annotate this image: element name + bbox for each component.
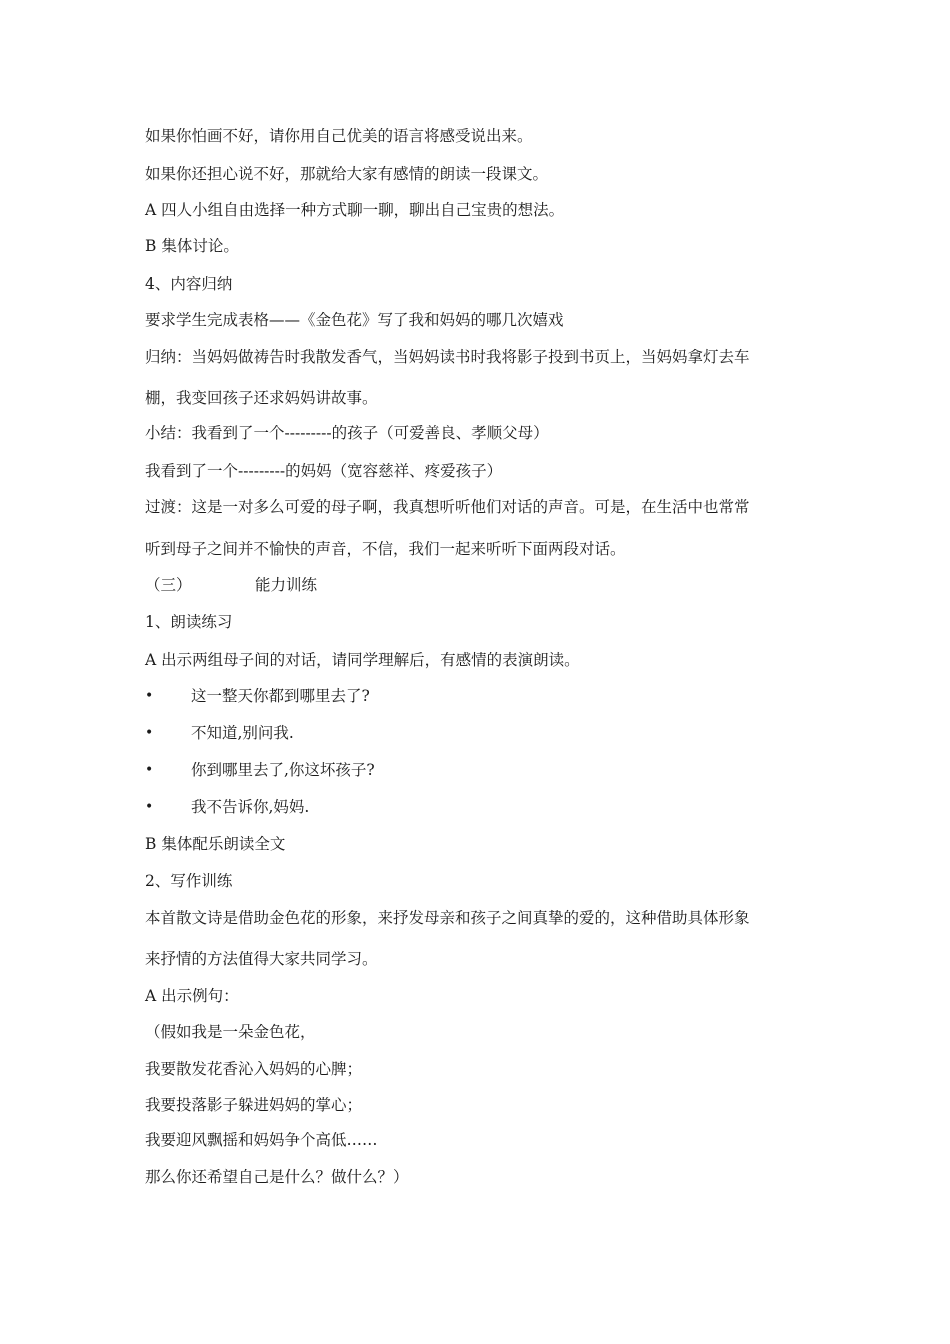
paragraph: B 集体配乐朗读全文 <box>145 835 286 853</box>
example-line: 我要迎风飘摇和妈妈争个高低…… <box>145 1131 378 1149</box>
paragraph: 过渡：这是一对多么可爱的母子啊，我真想听听他们对话的声音。可是，在生活中也常常 <box>145 498 750 516</box>
bullet-icon: • <box>145 799 154 815</box>
paragraph: A 四人小组自由选择一种方式聊一聊，聊出自己宝贵的想法。 <box>145 201 565 219</box>
example-line: 那么你还希望自己是什么？做什么？） <box>145 1168 409 1186</box>
paragraph: 归纳：当妈妈做祷告时我散发香气，当妈妈读书时我将影子投到书页上，当妈妈拿灯去车 <box>145 348 750 366</box>
bullet-item: 你到哪里去了,你这坏孩子? <box>191 761 375 779</box>
paragraph: 来抒情的方法值得大家共同学习。 <box>145 950 378 968</box>
bullet-icon: • <box>145 688 154 704</box>
section-number: （三） <box>145 576 192 594</box>
section-heading: 1、朗读练习 <box>145 613 233 631</box>
paragraph: 我看到了一个---------的妈妈（宽容慈祥、疼爱孩子） <box>145 462 503 480</box>
bullet-item: 这一整天你都到哪里去了? <box>191 687 370 705</box>
paragraph: 本首散文诗是借助金色花的形象，来抒发母亲和孩子之间真挚的爱的，这种借助具体形象 <box>145 909 750 927</box>
bullet-item: 我不告诉你,妈妈. <box>191 798 310 816</box>
paragraph: A 出示两组母子间的对话，请同学理解后，有感情的表演朗读。 <box>145 651 580 669</box>
paragraph: 棚，我变回孩子还求妈妈讲故事。 <box>145 389 378 407</box>
paragraph: 如果你还担心说不好，那就给大家有感情的朗读一段课文。 <box>145 165 549 183</box>
section-heading: 4、内容归纳 <box>145 275 233 293</box>
section-title: 能力训练 <box>255 576 318 594</box>
example-line: 我要散发花香沁入妈妈的心脾； <box>145 1060 363 1078</box>
bullet-icon: • <box>145 762 154 778</box>
section-heading: 2、写作训练 <box>145 872 233 890</box>
example-line: （假如我是一朵金色花， <box>145 1023 316 1041</box>
paragraph: B 集体讨论。 <box>145 237 239 255</box>
paragraph: A 出示例句： <box>145 987 239 1005</box>
paragraph: 听到母子之间并不愉快的声音，不信，我们一起来听听下面两段对话。 <box>145 540 626 558</box>
paragraph: 要求学生完成表格——《金色花》写了我和妈妈的哪几次嬉戏 <box>145 311 564 329</box>
paragraph: 小结：我看到了一个---------的孩子（可爱善良、孝顺父母） <box>145 424 549 442</box>
paragraph: 如果你怕画不好，请你用自己优美的语言将感受说出来。 <box>145 127 533 145</box>
bullet-icon: • <box>145 725 154 741</box>
example-line: 我要投落影子躲进妈妈的掌心； <box>145 1096 363 1114</box>
bullet-item: 不知道,别问我. <box>191 724 294 742</box>
